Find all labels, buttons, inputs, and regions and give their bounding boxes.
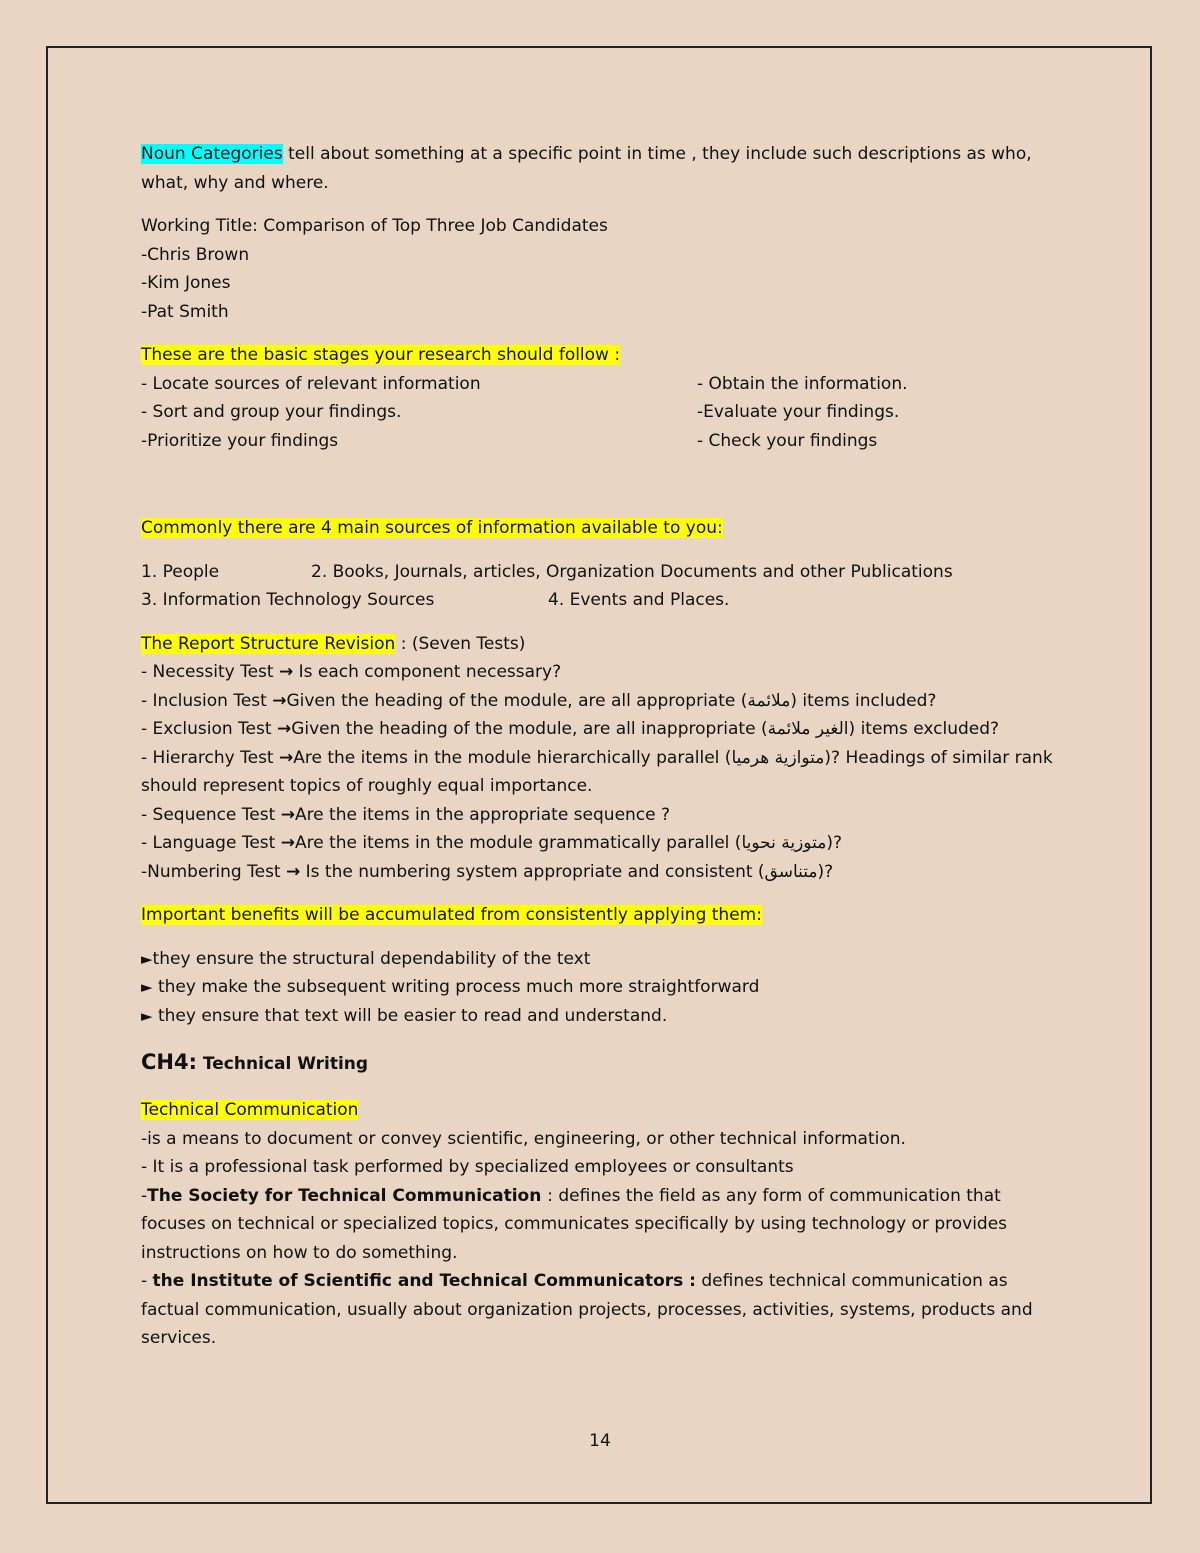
revision-heading-suffix: : (Seven Tests) — [395, 633, 526, 654]
bullet-triangle-icon: ► — [141, 1006, 153, 1025]
source-item: 3. Information Technology Sources — [141, 590, 435, 610]
stages-heading: These are the basic stages your research should follow : — [141, 345, 621, 365]
stage-item: - Locate sources of relevant information — [141, 373, 481, 394]
chapter-title: Technical Writing — [197, 1054, 369, 1074]
techcomm-heading: Technical Communication — [141, 1100, 359, 1120]
test-item: - Necessity Test → Is each component necessary? — [141, 662, 562, 682]
stage-item: - Check your findings — [697, 430, 878, 451]
test-item: - Exclusion Test →Given the heading of the module, are all inappropriate (الغير ملائمة) items excluded? — [141, 719, 1000, 739]
benefits-heading: Important benefits will be accumulated from consistently applying them: — [141, 905, 762, 925]
stage-item: - Sort and group your findings. — [141, 402, 402, 422]
stages-row — [141, 370, 1061, 399]
institute-name: the Institute of Scientific and Technical Communicators : — [152, 1271, 696, 1291]
arrow-icon: → — [280, 804, 295, 825]
society-definition: -The Society for Technical Communication : defines the field as any form of communication that focuses on technical or specialized topics, communicates specifically by using technology or provides instructions on how to do something. — [141, 1185, 1008, 1263]
benefit-item: ► they ensure that text will be easier to read and understand. — [141, 1005, 668, 1026]
bullet-triangle-icon: ► — [141, 949, 153, 968]
arrow-icon: → — [278, 662, 294, 682]
test-item: - Sequence Test →Are the items in the appropriate sequence ? — [141, 804, 671, 825]
candidate-item: -Chris Brown — [141, 244, 250, 265]
chapter-label: CH4: — [141, 1050, 197, 1074]
noun-categories-term: Noun Categories — [141, 144, 283, 164]
institute-definition: - the Institute of Scientific and Technical Communicators : defines technical communication as factual communication, usually about organization projects, processes, activities, systems, products and services. — [141, 1271, 1033, 1348]
page-content — [141, 140, 1061, 1353]
candidate-item: -Kim Jones — [141, 273, 231, 293]
arrow-icon: → — [272, 690, 287, 711]
arrow-icon: → — [279, 747, 294, 768]
benefit-item: ►they ensure the structural dependability of the text — [141, 948, 591, 969]
source-item: 2. Books, Journals, articles, Organization Documents and other Publications — [311, 561, 953, 582]
benefit-item: ► they make the subsequent writing process much more straightforward — [141, 977, 760, 997]
test-item: -Numbering Test → Is the numbering system appropriate and consistent (متناسق)? — [141, 861, 834, 882]
candidate-item: -Pat Smith — [141, 301, 229, 322]
techcomm-line: - It is a professional task performed by specialized employees or consultants — [141, 1157, 794, 1177]
stages-row — [141, 427, 1061, 456]
stages-row — [141, 398, 1061, 427]
test-item: - Language Test →Are the items in the module grammatically parallel (متوزية نحويا)? — [141, 833, 842, 853]
arrow-icon: → — [286, 861, 301, 882]
chapter-heading — [141, 1045, 1061, 1081]
revision-heading-line — [141, 630, 1061, 659]
intro-text: tell about something at a specific point in time , they include such descriptions as who, what, why and where. — [141, 144, 1032, 193]
stage-item: -Evaluate your findings. — [697, 402, 900, 422]
source-item: 4. Events and Places. — [548, 590, 730, 610]
stage-item: - Obtain the information. — [697, 373, 908, 394]
test-item: - Inclusion Test →Given the heading of the module, are all appropriate (ملائمة) items included? — [141, 690, 937, 711]
arrow-icon: → — [276, 719, 292, 739]
test-item: - Hierarchy Test →Are the items in the module hierarchically parallel (متوازية هرميا)? Headings of similar rank should represent topics of roughly equal importance. — [141, 747, 1053, 796]
sources-heading: Commonly there are 4 main sources of information available to you: — [141, 518, 723, 538]
intro-paragraph — [141, 140, 1061, 197]
society-name: The Society for Technical Communication — [147, 1185, 548, 1206]
techcomm-line: -is a means to document or convey scientific, engineering, or other technical information. — [141, 1128, 906, 1149]
source-item: 1. People — [141, 561, 220, 582]
sources-row — [141, 558, 1061, 587]
revision-heading: The Report Structure Revision — [141, 633, 396, 654]
arrow-icon: → — [280, 833, 295, 853]
working-title: Working Title: Comparison of Top Three Job Candidates — [141, 216, 608, 236]
bullet-triangle-icon: ► — [141, 978, 153, 996]
stage-item: -Prioritize your findings — [141, 430, 339, 451]
sources-row — [141, 586, 1061, 615]
page-number: 14 — [589, 1431, 611, 1451]
